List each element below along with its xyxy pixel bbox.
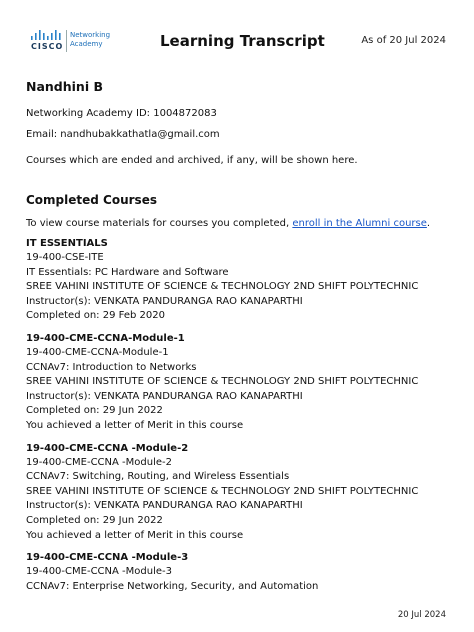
course-code: 19-400-CME-CCNA -Module-2 (26, 456, 172, 468)
course-instructor: Instructor(s): VENKATA PANDURANGA RAO KANAPARTHI (26, 390, 303, 402)
transcript-body (26, 79, 448, 602)
course-instructor: Instructor(s): VENKATA PANDURANGA RAO KANAPARTHI (26, 500, 303, 512)
course-code: 19-400-CME-CCNA -Module-3 (26, 566, 172, 578)
course-name: CCNAv7: Enterprise Networking, Security, and Automation (26, 580, 319, 592)
logo-divider (66, 30, 67, 52)
course-code: 19-400-CSE-ITE (26, 252, 104, 263)
logo-line-2: Academy (70, 40, 103, 48)
intro-suffix: . (426, 218, 431, 229)
course-code: 19-400-CME-CCNA-Module-1 (26, 346, 169, 358)
cisco-bars-icon (30, 30, 64, 42)
as-of-date: As of 20 Jul 2024 (361, 35, 446, 46)
course-institution: SREE VAHINI INSTITUTE OF SCIENCE & TECHNOLOGY 2ND SHIFT POLYTECHNIC (26, 485, 419, 497)
intro-text: To view course materials for courses you completed, (26, 218, 293, 229)
student-email: Email: nandhubakkathatla@gmail.com (26, 129, 220, 140)
footer-date: 20 Jul 2024 (397, 610, 446, 620)
course-merit-note: You achieved a letter of Merit in this course (26, 529, 244, 541)
course-title: 19-400-CME-CCNA -Module-2 (26, 442, 189, 454)
course-list (26, 237, 448, 594)
archive-note: Courses which are ended and archived, if any, will be shown here. (26, 155, 358, 166)
course-completed-date: Completed on: 29 Feb 2020 (26, 310, 165, 322)
logo-academy-text (70, 31, 110, 49)
course-entry (26, 237, 448, 324)
completed-intro (26, 217, 448, 231)
course-instructor: Instructor(s): VENKATA PANDURANGA RAO KANAPARTHI (26, 295, 303, 307)
course-institution: SREE VAHINI INSTITUTE OF SCIENCE & TECHNOLOGY 2ND SHIFT POLYTECHNIC (26, 376, 419, 388)
transcript-header (30, 28, 446, 56)
cisco-networking-academy-logo (30, 30, 110, 54)
alumni-course-link[interactable]: enroll in the Alumni course (292, 218, 427, 229)
course-completed-date: Completed on: 29 Jun 2022 (26, 405, 163, 417)
student-name: Nandhini B (26, 79, 103, 94)
course-name: IT Essentials: PC Hardware and Software (26, 266, 229, 278)
course-entry (26, 442, 448, 544)
course-title: 19-400-CME-CCNA -Module-3 (26, 552, 189, 564)
course-entry (26, 332, 448, 434)
logo-line-1: Networking (70, 31, 111, 39)
logo-wordmark: CISCO (31, 42, 64, 51)
completed-courses-heading: Completed Courses (26, 193, 157, 207)
course-entry (26, 551, 448, 594)
academy-id: Networking Academy ID: 1004872083 (26, 108, 217, 119)
course-title: 19-400-CME-CCNA-Module-1 (26, 332, 185, 344)
course-merit-note: You achieved a letter of Merit in this course (26, 419, 244, 431)
course-name: CCNAv7: Switching, Routing, and Wireless Essentials (26, 471, 290, 483)
course-name: CCNAv7: Introduction to Networks (26, 361, 197, 373)
course-title: IT ESSENTIALS (26, 238, 108, 249)
course-institution: SREE VAHINI INSTITUTE OF SCIENCE & TECHNOLOGY 2ND SHIFT POLYTECHNIC (26, 281, 419, 293)
course-completed-date: Completed on: 29 Jun 2022 (26, 514, 163, 526)
page-title: Learning Transcript (160, 32, 325, 50)
